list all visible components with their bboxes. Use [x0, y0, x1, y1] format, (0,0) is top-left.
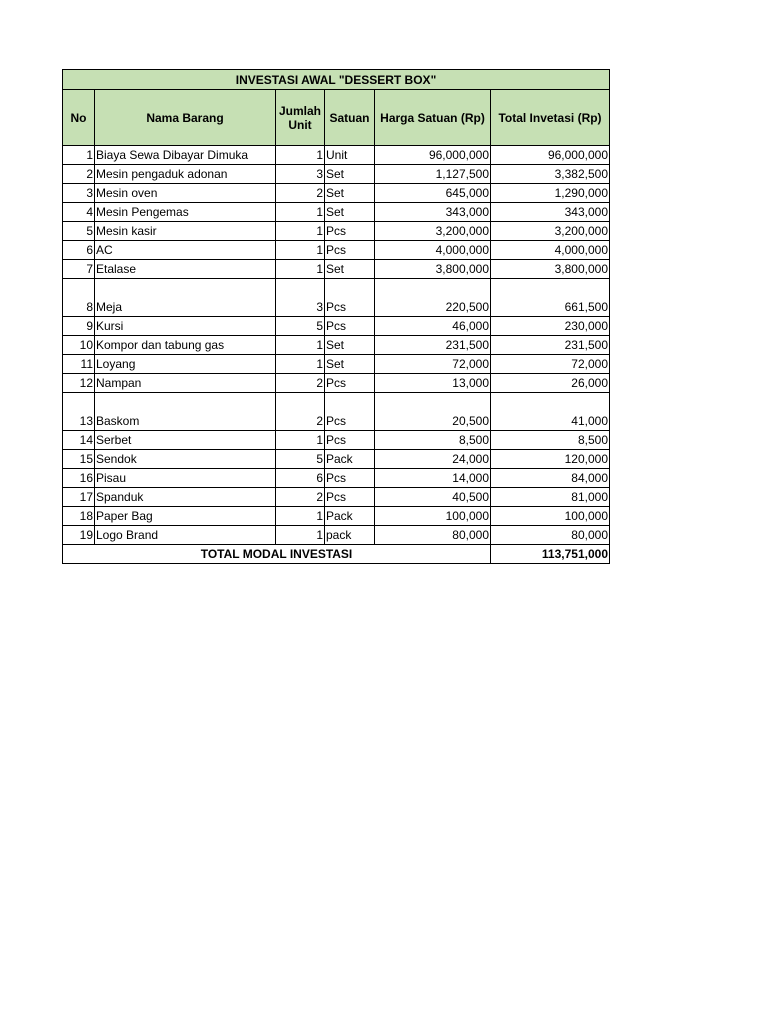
table-row — [63, 241, 610, 260]
row-price: 13,000 — [375, 374, 491, 393]
row-unit: Pack — [325, 507, 375, 526]
row-name: Pisau — [95, 469, 276, 488]
row-no: 14 — [63, 431, 95, 450]
row-no: 19 — [63, 526, 95, 545]
row-total: 72,000 — [491, 355, 610, 374]
row-unit: Set — [325, 336, 375, 355]
row-unit: pack — [325, 526, 375, 545]
row-total: 3,800,000 — [491, 260, 610, 279]
row-price: 8,500 — [375, 431, 491, 450]
row-name: Spanduk — [95, 488, 276, 507]
row-no: 7 — [63, 260, 95, 279]
total-label: TOTAL MODAL INVESTASI — [63, 545, 491, 564]
row-total: 96,000,000 — [491, 146, 610, 165]
row-unit: Pcs — [325, 374, 375, 393]
table-row — [63, 431, 610, 450]
row-no: 4 — [63, 203, 95, 222]
row-price: 3,800,000 — [375, 260, 491, 279]
row-name: Mesin pengaduk adonan — [95, 165, 276, 184]
table-row — [63, 165, 610, 184]
row-price: 1,127,500 — [375, 165, 491, 184]
row-total: 343,000 — [491, 203, 610, 222]
table-row — [63, 393, 610, 431]
table-row — [63, 507, 610, 526]
row-unit: Pcs — [325, 393, 375, 431]
header-qty-line1: Jumlah — [278, 103, 321, 118]
row-name: Loyang — [95, 355, 276, 374]
row-price: 46,000 — [375, 317, 491, 336]
row-qty: 1 — [276, 355, 325, 374]
row-qty: 1 — [276, 203, 325, 222]
table-row — [63, 450, 610, 469]
row-price: 343,000 — [375, 203, 491, 222]
row-price: 231,500 — [375, 336, 491, 355]
row-total: 100,000 — [491, 507, 610, 526]
row-name: Kursi — [95, 317, 276, 336]
row-total: 84,000 — [491, 469, 610, 488]
row-price: 220,500 — [375, 279, 491, 317]
row-name: Paper Bag — [95, 507, 276, 526]
row-qty: 1 — [276, 336, 325, 355]
row-qty: 1 — [276, 146, 325, 165]
table-row — [63, 317, 610, 336]
row-unit: Set — [325, 165, 375, 184]
row-unit: Set — [325, 203, 375, 222]
row-qty: 5 — [276, 317, 325, 336]
row-price: 100,000 — [375, 507, 491, 526]
row-unit: Pcs — [325, 241, 375, 260]
row-no: 12 — [63, 374, 95, 393]
row-unit: Pcs — [325, 222, 375, 241]
row-total: 231,500 — [491, 336, 610, 355]
row-total: 120,000 — [491, 450, 610, 469]
row-price: 4,000,000 — [375, 241, 491, 260]
row-no: 16 — [63, 469, 95, 488]
row-name: Kompor dan tabung gas — [95, 336, 276, 355]
table-body — [63, 146, 610, 545]
row-price: 14,000 — [375, 469, 491, 488]
row-no: 9 — [63, 317, 95, 336]
row-price: 645,000 — [375, 184, 491, 203]
row-name: Biaya Sewa Dibayar Dimuka — [95, 146, 276, 165]
row-no: 17 — [63, 488, 95, 507]
header-total: Total Invetasi (Rp) — [491, 90, 610, 146]
row-no: 15 — [63, 450, 95, 469]
row-unit: Unit — [325, 146, 375, 165]
row-qty: 3 — [276, 279, 325, 317]
row-total: 81,000 — [491, 488, 610, 507]
row-name: Baskom — [95, 393, 276, 431]
row-qty: 1 — [276, 241, 325, 260]
row-total: 41,000 — [491, 393, 610, 431]
row-name: AC — [95, 241, 276, 260]
row-price: 3,200,000 — [375, 222, 491, 241]
row-qty: 2 — [276, 488, 325, 507]
row-no: 8 — [63, 279, 95, 317]
row-unit: Set — [325, 260, 375, 279]
row-qty: 5 — [276, 450, 325, 469]
table-row — [63, 374, 610, 393]
row-name: Etalase — [95, 260, 276, 279]
total-row — [63, 545, 610, 564]
row-qty: 1 — [276, 222, 325, 241]
table-row — [63, 146, 610, 165]
row-no: 1 — [63, 146, 95, 165]
row-unit: Pack — [325, 450, 375, 469]
row-unit: Set — [325, 184, 375, 203]
row-qty: 3 — [276, 165, 325, 184]
row-no: 11 — [63, 355, 95, 374]
row-qty: 2 — [276, 393, 325, 431]
row-qty: 1 — [276, 526, 325, 545]
row-no: 5 — [63, 222, 95, 241]
header-qty — [276, 90, 325, 146]
row-qty: 2 — [276, 374, 325, 393]
row-total: 661,500 — [491, 279, 610, 317]
row-price: 40,500 — [375, 488, 491, 507]
table-row — [63, 336, 610, 355]
header-price: Harga Satuan (Rp) — [375, 90, 491, 146]
row-no: 10 — [63, 336, 95, 355]
table-row — [63, 469, 610, 488]
row-name: Mesin oven — [95, 184, 276, 203]
row-total: 3,200,000 — [491, 222, 610, 241]
header-name: Nama Barang — [95, 90, 276, 146]
row-total: 1,290,000 — [491, 184, 610, 203]
table-row — [63, 355, 610, 374]
row-no: 13 — [63, 393, 95, 431]
header-unit: Satuan — [325, 90, 375, 146]
table-row — [63, 260, 610, 279]
row-qty: 2 — [276, 184, 325, 203]
row-price: 96,000,000 — [375, 146, 491, 165]
row-name: Nampan — [95, 374, 276, 393]
row-name: Mesin Pengemas — [95, 203, 276, 222]
row-unit: Pcs — [325, 431, 375, 450]
row-price: 80,000 — [375, 526, 491, 545]
row-total: 230,000 — [491, 317, 610, 336]
row-qty: 1 — [276, 507, 325, 526]
row-total: 26,000 — [491, 374, 610, 393]
row-qty: 6 — [276, 469, 325, 488]
row-qty: 1 — [276, 260, 325, 279]
table-row — [63, 279, 610, 317]
row-name: Mesin kasir — [95, 222, 276, 241]
table-row — [63, 488, 610, 507]
header-no: No — [63, 90, 95, 146]
row-unit: Pcs — [325, 317, 375, 336]
header-qty-line2: Unit — [288, 117, 312, 132]
table-row — [63, 203, 610, 222]
row-price: 24,000 — [375, 450, 491, 469]
total-value: 113,751,000 — [491, 545, 610, 564]
row-total: 8,500 — [491, 431, 610, 450]
row-qty: 1 — [276, 431, 325, 450]
row-unit: Pcs — [325, 279, 375, 317]
row-unit: Pcs — [325, 469, 375, 488]
row-no: 18 — [63, 507, 95, 526]
row-no: 6 — [63, 241, 95, 260]
row-total: 4,000,000 — [491, 241, 610, 260]
row-price: 20,500 — [375, 393, 491, 431]
row-no: 2 — [63, 165, 95, 184]
table-row — [63, 526, 610, 545]
row-unit: Set — [325, 355, 375, 374]
row-name: Serbet — [95, 431, 276, 450]
table-row — [63, 184, 610, 203]
row-name: Sendok — [95, 450, 276, 469]
table-title: INVESTASI AWAL "DESSERT BOX" — [63, 70, 610, 90]
row-total: 80,000 — [491, 526, 610, 545]
row-name: Logo Brand — [95, 526, 276, 545]
investment-table — [62, 69, 610, 564]
row-price: 72,000 — [375, 355, 491, 374]
row-total: 3,382,500 — [491, 165, 610, 184]
row-unit: Pcs — [325, 488, 375, 507]
row-name: Meja — [95, 279, 276, 317]
table-row — [63, 222, 610, 241]
row-no: 3 — [63, 184, 95, 203]
